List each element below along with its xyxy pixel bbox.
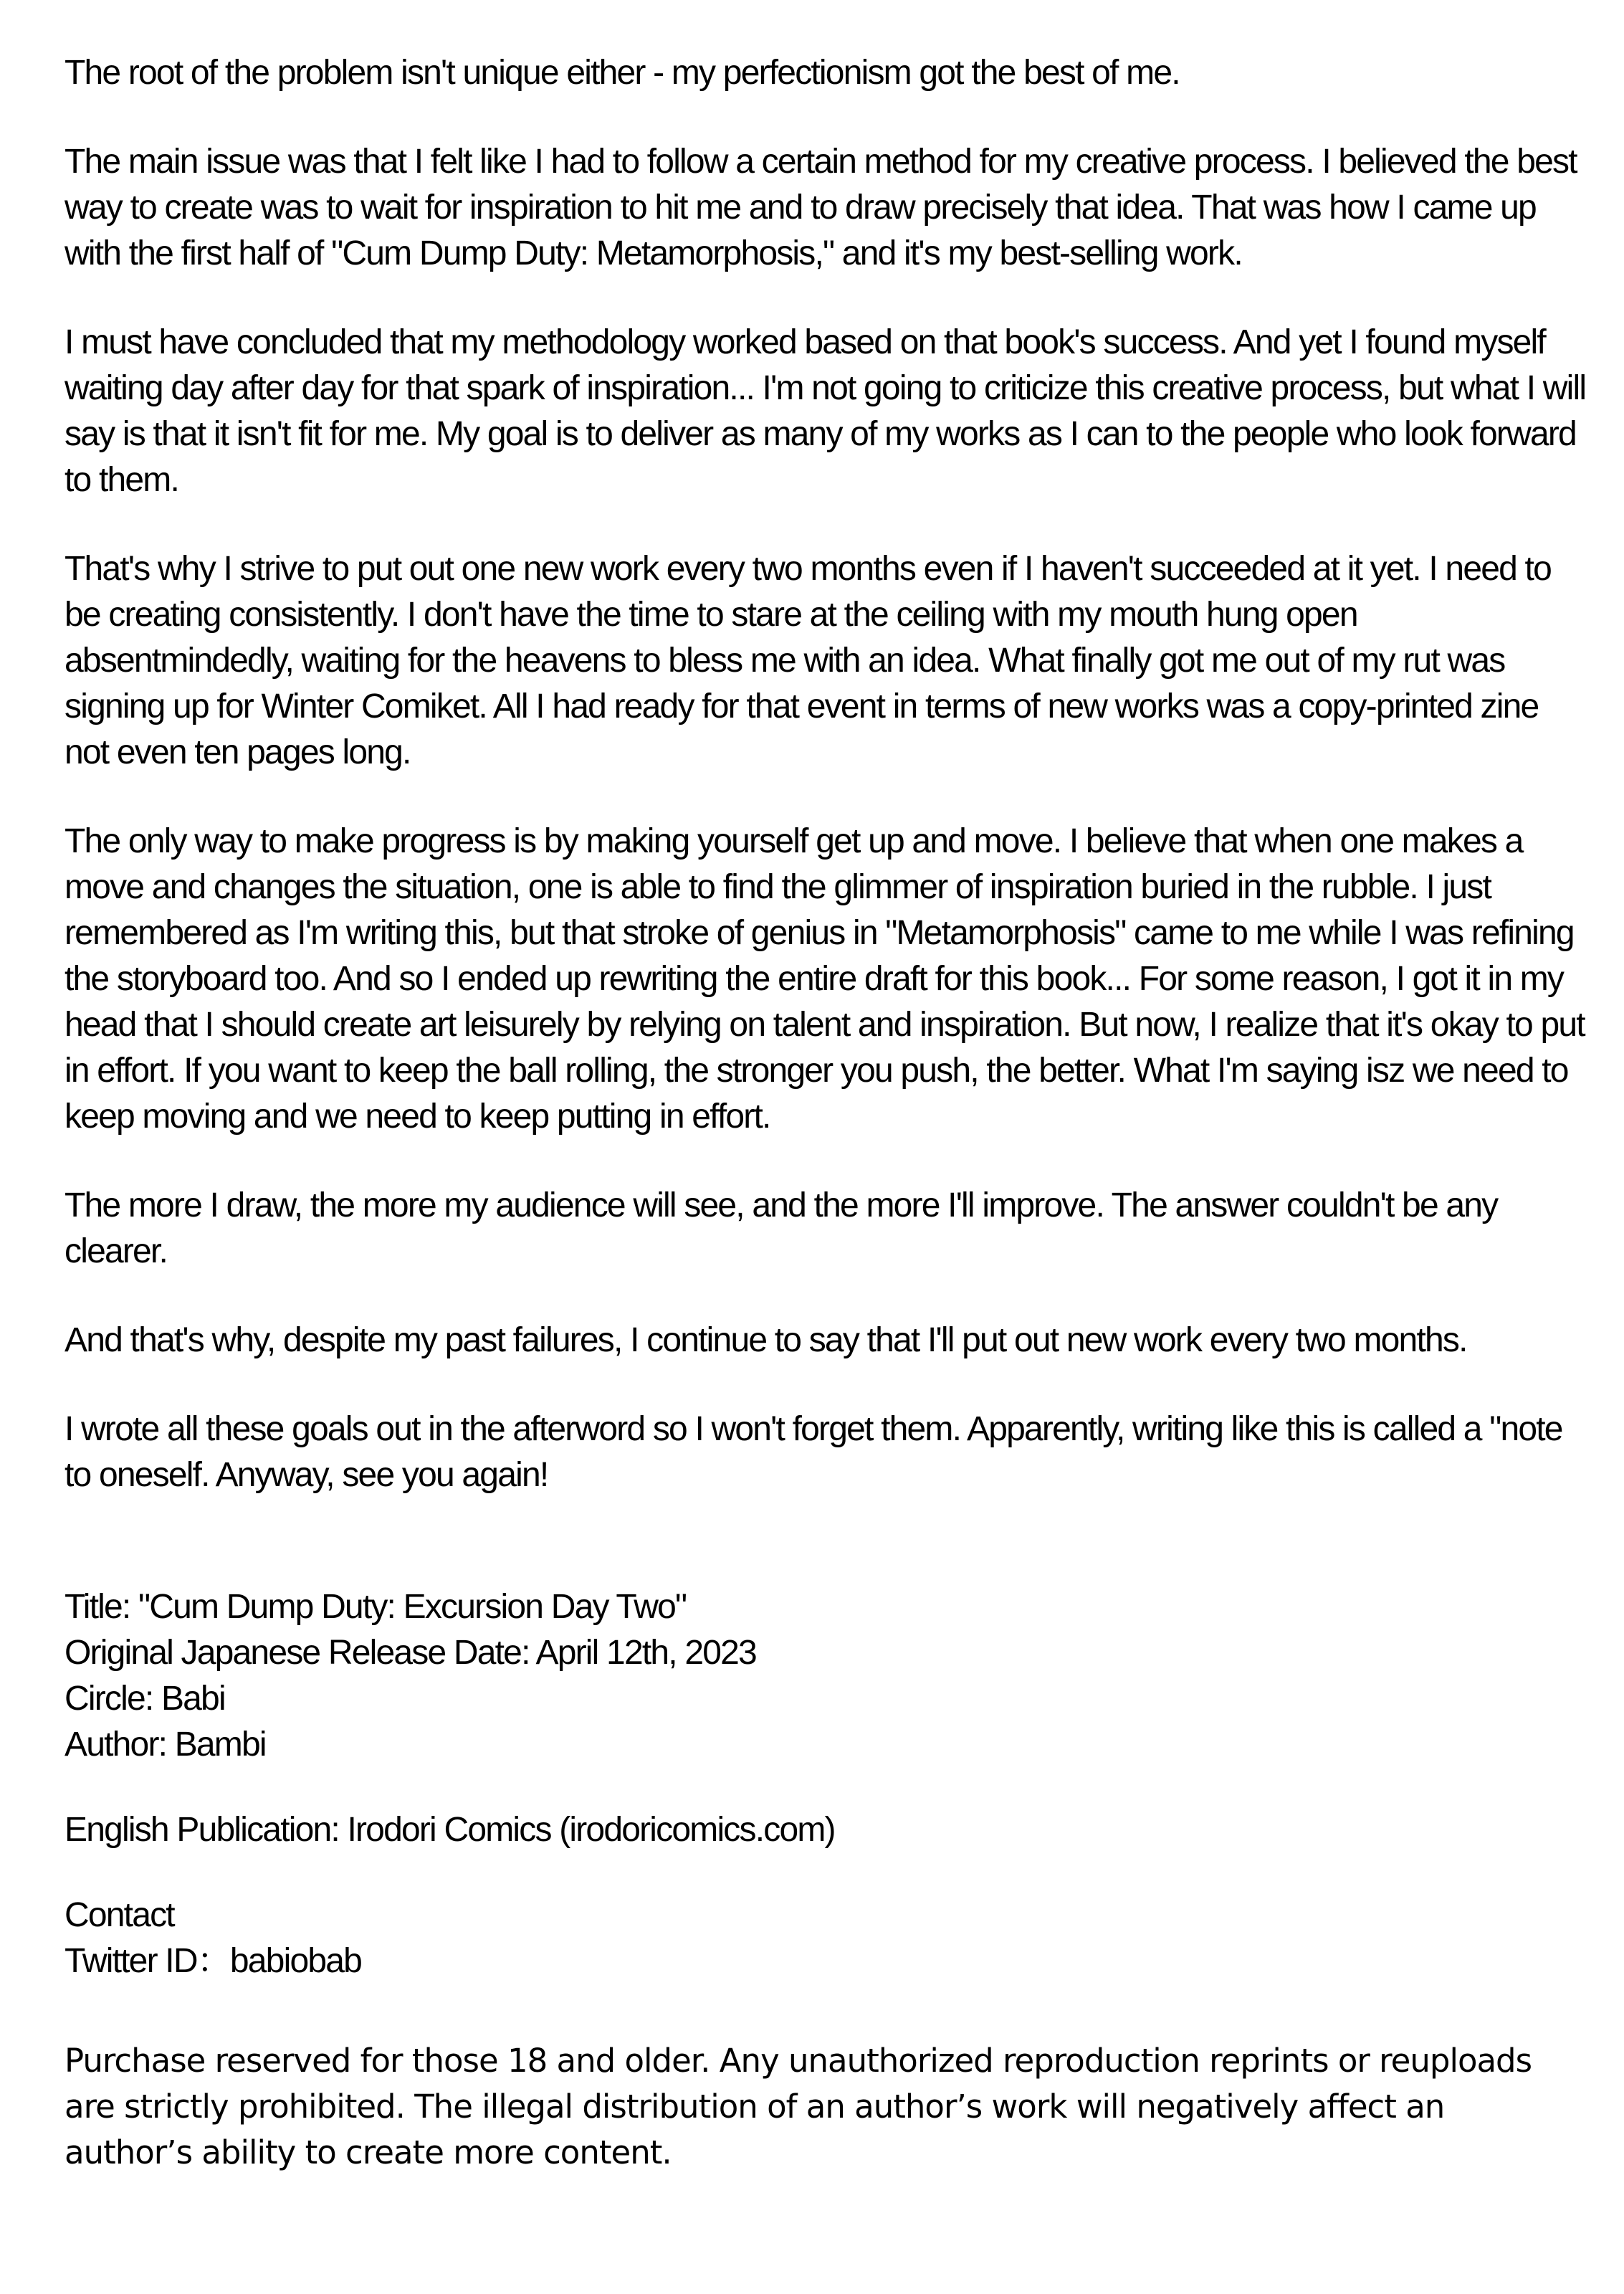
publication-info (65, 1584, 1588, 1768)
afterword-paragraph: The more I draw, the more my audience will see, and the more I'll improve. The answer couldn't be any clearer. (65, 1186, 1498, 1270)
afterword-paragraph: I must have concluded that my methodology worked based on that book's success. And yet I found myself waiting day after day for that spark of inspiration... I'm not going to criticize this creative process, but what I will say is that it isn't fit for me. My goal is to deliver as many of my works as I can to the people who look forward to them. (65, 323, 1586, 499)
afterword-paragraph: The root of the problem isn't unique either - my perfectionism got the best of me. (65, 54, 1180, 92)
contact-heading: Contact (65, 1896, 174, 1934)
release-date-line: Original Japanese Release Date: April 12th, 2023 (65, 1634, 756, 1672)
age-restriction-notice: Purchase reserved for those 18 and older. Any unauthorized reproduction reprints or reuploads are strictly prohibited. The illegal distribution of an author’s work will negatively affect an author’s ability to create more content. (65, 2042, 1532, 2171)
afterword-paragraph: I wrote all these goals out in the afterword so I won't forget them. Apparently, writing like this is called a "note to oneself. Anyway, see you again! (65, 1410, 1562, 1494)
afterword-paragraph: And that's why, despite my past failures, I continue to say that I'll put out new work every two months. (65, 1321, 1467, 1359)
circle-line: Circle: Babi (65, 1680, 225, 1718)
contact-info (65, 1893, 1588, 1984)
afterword-paragraph: The main issue was that I felt like I had to follow a certain method for my creative process. I believed the best way to create was to wait for inspiration to hit me and to draw precisely that idea. That was how I came up with the first half of "Cum Dump Duty: Metamorphosis," and it's my best-selling work. (65, 143, 1577, 272)
english-publication-line: English Publication: Irodori Comics (irodoricomics.com) (65, 1811, 835, 1849)
afterword-text (65, 50, 1588, 1498)
afterword-paragraph: That's why I strive to put out one new work every two months even if I haven't succeeded at it yet. I need to be creating consistently. I don't have the time to stare at the ceiling with my mouth hung open absentmindedly, waiting for the heavens to bless me with an idea. What finally got me out of my rut was signing up for Winter Comiket. All I had ready for that event in terms of new works was a copy-printed zine not even ten pages long. (65, 550, 1551, 771)
title-line: Title: "Cum Dump Duty: Excursion Day Two" (65, 1588, 687, 1626)
twitter-id-line: Twitter ID：babiobab (65, 1942, 362, 1980)
author-line: Author: Bambi (65, 1726, 266, 1764)
afterword-paragraph: The only way to make progress is by making yourself get up and move. I believe that when one makes a move and changes the situation, one is able to find the glimmer of inspiration buried in the rubble. I just remembered as I'm writing this, but that stroke of genius in "Metamorphosis" came to me while I was refining the storyboard too. And so I ended up rewriting the entire draft for this book... For some reason, I got it in my head that I should create art leisurely by relying on talent and inspiration. But now, I realize that it's okay to put in effort. If you want to keep the ball rolling, the stronger you push, the better. What I'm saying isz we need to keep moving and we need to keep putting in effort. (65, 822, 1585, 1136)
